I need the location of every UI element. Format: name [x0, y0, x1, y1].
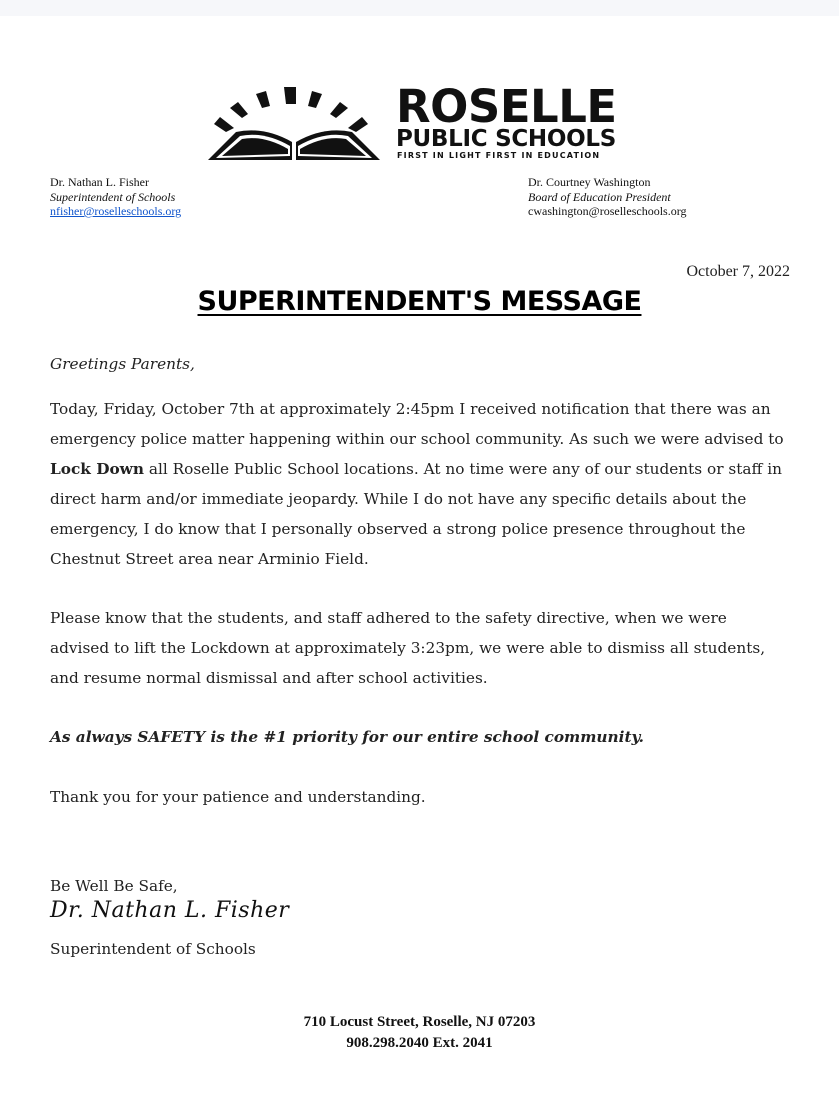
paragraph-1-text-b: all Roselle Public School locations. At no time were any of our students or staff in direct harm and/or immediate jeopardy. While I do not have any specific details about the emergency, I do know that I personally observed a strong police presence throughout the Chestnut Street area near Arminio Field. [50, 460, 782, 568]
logo-title: ROSELLE [396, 80, 617, 133]
thank-you-line: Thank you for your patience and understanding. [50, 788, 426, 806]
superintendent-email-link[interactable]: nfisher@roselleschools.org [50, 204, 182, 218]
contact-name: Dr. Nathan L. Fisher [50, 175, 149, 189]
closing-line: Be Well Be Safe, [50, 877, 178, 895]
paragraph-1-text-a: Today, Friday, October 7th at approximately 2:45pm I received notification that there was an emergency police matter happening within our school community. As such we were advised to [50, 400, 784, 448]
signature-title: Superintendent of Schools [50, 940, 256, 958]
signature: Dr. Nathan L. Fisher [50, 898, 290, 923]
page-title [0, 286, 839, 317]
footer-address: 710 Locust Street, Roselle, NJ 07203 [303, 1014, 536, 1030]
paragraph-1 [50, 394, 790, 574]
safety-statement: As always SAFETY is the #1 priority for our entire school community. [50, 728, 644, 746]
open-book-icon [206, 84, 386, 164]
greeting: Greetings Parents, [50, 355, 195, 373]
logo-tagline: FIRST IN LIGHT FIRST IN EDUCATION [397, 151, 601, 160]
paragraph-1-bold: Lock Down [50, 460, 144, 478]
district-logo [206, 80, 626, 164]
page-title-text: SUPERINTENDENT'S MESSAGE [197, 286, 642, 317]
superintendent-contact [50, 175, 181, 219]
contact-name: Dr. Courtney Washington [528, 175, 651, 189]
contact-role: Board of Education President [528, 189, 671, 204]
paragraph-2: Please know that the students, and staff adhered to the safety directive, when we were advised to lift the Lockdown at approximately 3:23pm, we were able to dismiss all students, and resume normal dismissal and after school activities. [50, 609, 766, 687]
board-president-contact [528, 175, 686, 219]
board-president-email: cwashington@roselleschools.org [528, 204, 687, 218]
contact-role: Superintendent of Schools [50, 189, 176, 204]
letter-date: October 7, 2022 [686, 263, 790, 280]
logo-subtitle: PUBLIC SCHOOLS [396, 126, 616, 152]
footer-phone: 908.298.2040 Ext. 2041 [346, 1035, 493, 1051]
top-bar [0, 0, 839, 16]
